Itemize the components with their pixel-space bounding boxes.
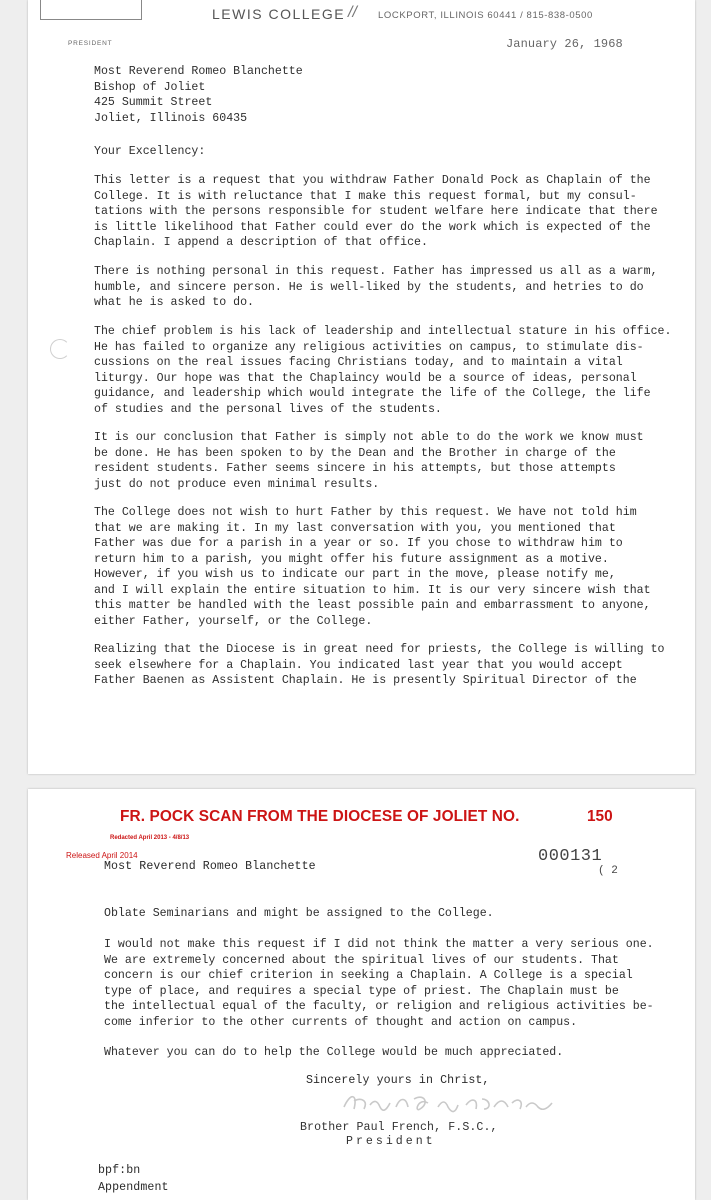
signer-title: President	[346, 1135, 436, 1148]
letter-page-1	[28, 0, 695, 774]
letter-page-2	[28, 789, 695, 1200]
text-line: either Father, yourself, or the College.	[94, 614, 373, 628]
text-line: Realizing that the Diocese is in great need for priests, the College is willing to	[94, 643, 665, 656]
recipient-line: Most Reverend Romeo Blanchette	[94, 65, 303, 78]
page-marker: ( 2	[598, 865, 618, 877]
text-line: cussions on the real issues facing Christians today, and to maintain a vital	[94, 356, 623, 369]
paragraph	[104, 906, 674, 922]
text-line: that we are making it. In my last conversation with you, you mentioned that	[94, 521, 616, 535]
text-line: what he is asked to do.	[94, 296, 255, 309]
page2-header-recipient: Most Reverend Romeo Blanchette	[104, 860, 316, 873]
paragraph	[94, 173, 664, 251]
signer-name: Brother Paul French, F.S.C.,	[300, 1121, 498, 1134]
text-line: guidance, and leadership which would integrate the life of the College, the life	[94, 387, 651, 400]
paragraph	[104, 937, 674, 1030]
salutation: Your Excellency:	[94, 145, 206, 158]
text-line: of studies and the personal lives of the students.	[94, 402, 442, 416]
text-line: Father was due for a parish in a year or so. If you chose to withdraw him to	[94, 537, 623, 550]
letterhead-college-name: LEWIS COLLEGE	[212, 6, 346, 22]
paragraph	[94, 430, 664, 492]
text-line: humble, and sincere person. He is well-liked by the students, and hetries to do	[94, 280, 644, 294]
enclosure-note: Appendment	[98, 1181, 169, 1194]
scan-number: 150	[587, 808, 613, 825]
text-line: be done. He has been spoken to by the Dean and the Brother in charge of the	[94, 446, 616, 460]
released-stamp: Released April 2014	[66, 851, 138, 860]
text-line: Whatever you can do to help the College would be much appreciated.	[104, 1046, 564, 1059]
text-line: come inferior to the other currents of thought and action on campus.	[104, 1015, 578, 1029]
text-line: is little likelihood that Father could ever do the work which is expected of the	[94, 220, 651, 234]
text-line: tations with the persons responsible for student welfare here indicate that there	[94, 205, 658, 218]
recipient-line: Joliet, Illinois 60435	[94, 111, 248, 125]
text-line: return him to a parish, you might offer his future assignment as a motive.	[94, 552, 609, 566]
closing: Sincerely yours in Christ,	[306, 1074, 490, 1087]
paragraph	[94, 264, 664, 311]
text-line: type of place, and requires a special type of priest. The Chaplain must be	[104, 984, 619, 998]
punch-hole-mark	[50, 339, 70, 359]
text-line: Oblate Seminarians and might be assigned to the College.	[104, 907, 494, 920]
letterhead-logo-box	[40, 0, 142, 20]
text-line: the intellectual equal of the faculty, or religion and religious activities be-	[104, 1000, 654, 1013]
text-line: seek elsewhere for a Chaplain. You indicated last year that you would accept	[94, 658, 623, 672]
letterhead-office: PRESIDENT	[68, 40, 113, 47]
text-line: Father Baenen as Assistent Chaplain. He is presently Spiritual Director of the	[94, 674, 637, 687]
text-line: just do not produce even minimal results.	[94, 477, 380, 491]
recipient-line: Bishop of Joliet	[94, 80, 206, 94]
text-line: There is nothing personal in this request. Father has impressed us all as a warm,	[94, 265, 658, 278]
recipient-line: 425 Summit Street	[94, 96, 213, 109]
text-line: liturgy. Our hope was that the Chaplaincy would be a source of ideas, personal	[94, 371, 637, 385]
scan-title: FR. POCK SCAN FROM THE DIOCESE OF JOLIET NO.	[120, 808, 520, 825]
paragraph	[94, 642, 664, 689]
text-line: and I will explain the entire situation to him. It is our very sincere wish that	[94, 583, 651, 597]
text-line: The chief problem is his lack of leadership and intellectual stature in his office.	[94, 325, 672, 338]
typist-initials: bpf:bn	[98, 1164, 141, 1177]
text-line: concern is our chief criterion in seeking a Chaplain. A College is a special	[104, 969, 633, 982]
letterhead-slash-icon: //	[348, 4, 357, 21]
paragraph	[94, 505, 664, 629]
text-line: This letter is a request that you withdraw Father Donald Pock as Chaplain of the	[94, 174, 651, 187]
text-line: College. It is with reluctance that I make this request formal, but my consul-	[94, 189, 637, 203]
text-line: It is our conclusion that Father is simply not able to do the work we know must	[94, 431, 644, 444]
handwritten-signature	[340, 1087, 560, 1117]
text-line: However, if you wish us to indicate our part in the move, please notify me,	[94, 568, 616, 581]
paragraph	[94, 324, 672, 417]
document-number: 000131	[538, 847, 603, 866]
letterhead-address: LOCKPORT, ILLINOIS 60441 / 815-838-0500	[378, 10, 593, 21]
text-line: He has failed to organize any religious activities on campus, to stimulate dis-	[94, 340, 644, 354]
text-line: We are extremely concerned about the spiritual lives of our students. That	[104, 953, 619, 967]
redacted-stamp: Redacted April 2013 - 4/8/13	[110, 835, 190, 841]
letter-date: January 26, 1968	[506, 37, 623, 51]
text-line: Chaplain. I append a description of that office.	[94, 236, 428, 249]
text-line: this matter be handled with the least possible pain and embarrassment to anyone,	[94, 599, 651, 612]
text-line: resident students. Father seems sincere in his attempts, but those attempts	[94, 462, 616, 475]
text-line: The College does not wish to hurt Father by this request. We have not told him	[94, 506, 637, 519]
text-line: I would not make this request if I did not think the matter a very serious one.	[104, 938, 654, 951]
paragraph	[104, 1045, 674, 1061]
recipient-address	[94, 64, 664, 126]
